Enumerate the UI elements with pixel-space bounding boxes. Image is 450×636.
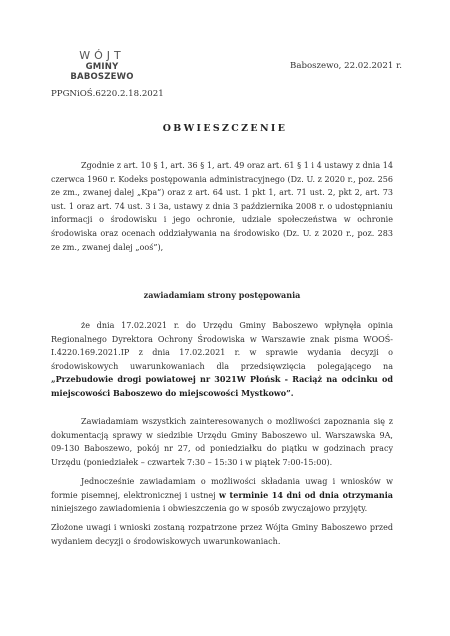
project-name: „Przebudowie drogi powiatowej nr 3021W Płońsk - Raciąż na odcinku od miejscowości Baboszewo do miejscowości Mystkowo”.	[51, 374, 393, 398]
notice-heading: zawiadamiam strony postępowania	[143, 290, 301, 300]
comments-after-text: niniejszego zawiadomienia i obwieszczenia go w sposób zwyczajowo przyjęty.	[51, 504, 368, 514]
legal-basis-paragraph	[51, 159, 393, 254]
office-header	[61, 49, 143, 82]
opinion-intro-text: że dnia 17.02.2021 r. do Urzędu Gminy Baboszewo wpłynęła opinia Regionalnego Dyrektora Ochrony Środowiska w Warszawie znak pisma WOOŚ-I.4220.169.2021.IP z dnia 17.02.2021 r. w sprawie wydania decyzji o środowiskowych uwarunkowaniach dla przedsięwzięcia polegającego na	[51, 321, 393, 371]
case-signature: PPGNiOŚ.6220.2.18.2021	[51, 89, 164, 99]
comments-deadline: w terminie 14 dni od dnia otrzymania	[219, 489, 393, 500]
office-subtitle: GMINY BABOSZEWO	[70, 62, 134, 82]
final-note-paragraph	[51, 521, 393, 548]
opinion-paragraph	[51, 319, 393, 401]
document-title: OBWIESZCZENIE	[162, 123, 288, 134]
comments-before-text: Jednocześnie zawiadamiam o możliwości składania uwag i wniosków w formie pisemnej, elektronicznej i ustnej	[51, 477, 393, 500]
review-info-text: Zawiadamiam wszystkich zainteresowanych o możliwości zapoznania się z dokumentacją sprawy w siedzibie Urzędu Gminy Baboszewo ul. Warszawska 9A, 09-130 Baboszewo, pokój nr 27, od poniedziałku do piątku w godzinach pracy Urzędu (poniedziałek – czwartek 7:30 – 15:30 i w piątek 7:00-15:00).	[51, 417, 393, 467]
place-and-date: Baboszewo, 22.02.2021 r.	[290, 61, 402, 71]
office-title: WÓJT	[79, 49, 125, 62]
legal-basis-text: Zgodnie z art. 10 § 1, art. 36 § 1, art. 49 oraz art. 61 § 1 i 4 ustawy z dnia 14 czerwca 1960 r. Kodeks postępowania administracyjnego (Dz. U. z 2020 r., poz. 256 ze zm., zwanej dalej „Kpa”) oraz z art. 64 ust. 1 pkt 1, art. 71 ust. 2, pkt 2, art. 73 ust. 1 oraz art. 74 ust. 3 i 3a, ustawy z dnia 3 października 2008 r. o udostępnianiu informacji o środowisku i jego ochronie, udziale społeczeństwa w ochronie środowiska oraz ocenach oddziaływania na środowisko (Dz. U. z 2020 r., poz. 283 ze zm., zwanej dalej „ooś”),	[51, 161, 393, 252]
review-paragraph	[51, 415, 393, 469]
comments-paragraph	[51, 475, 393, 516]
final-note-text: Złożone uwagi i wnioski zostaną rozpatrzone przez Wójta Gminy Baboszewo przed wydaniem decyzji o środowiskowych uwarunkowaniach.	[51, 523, 393, 546]
